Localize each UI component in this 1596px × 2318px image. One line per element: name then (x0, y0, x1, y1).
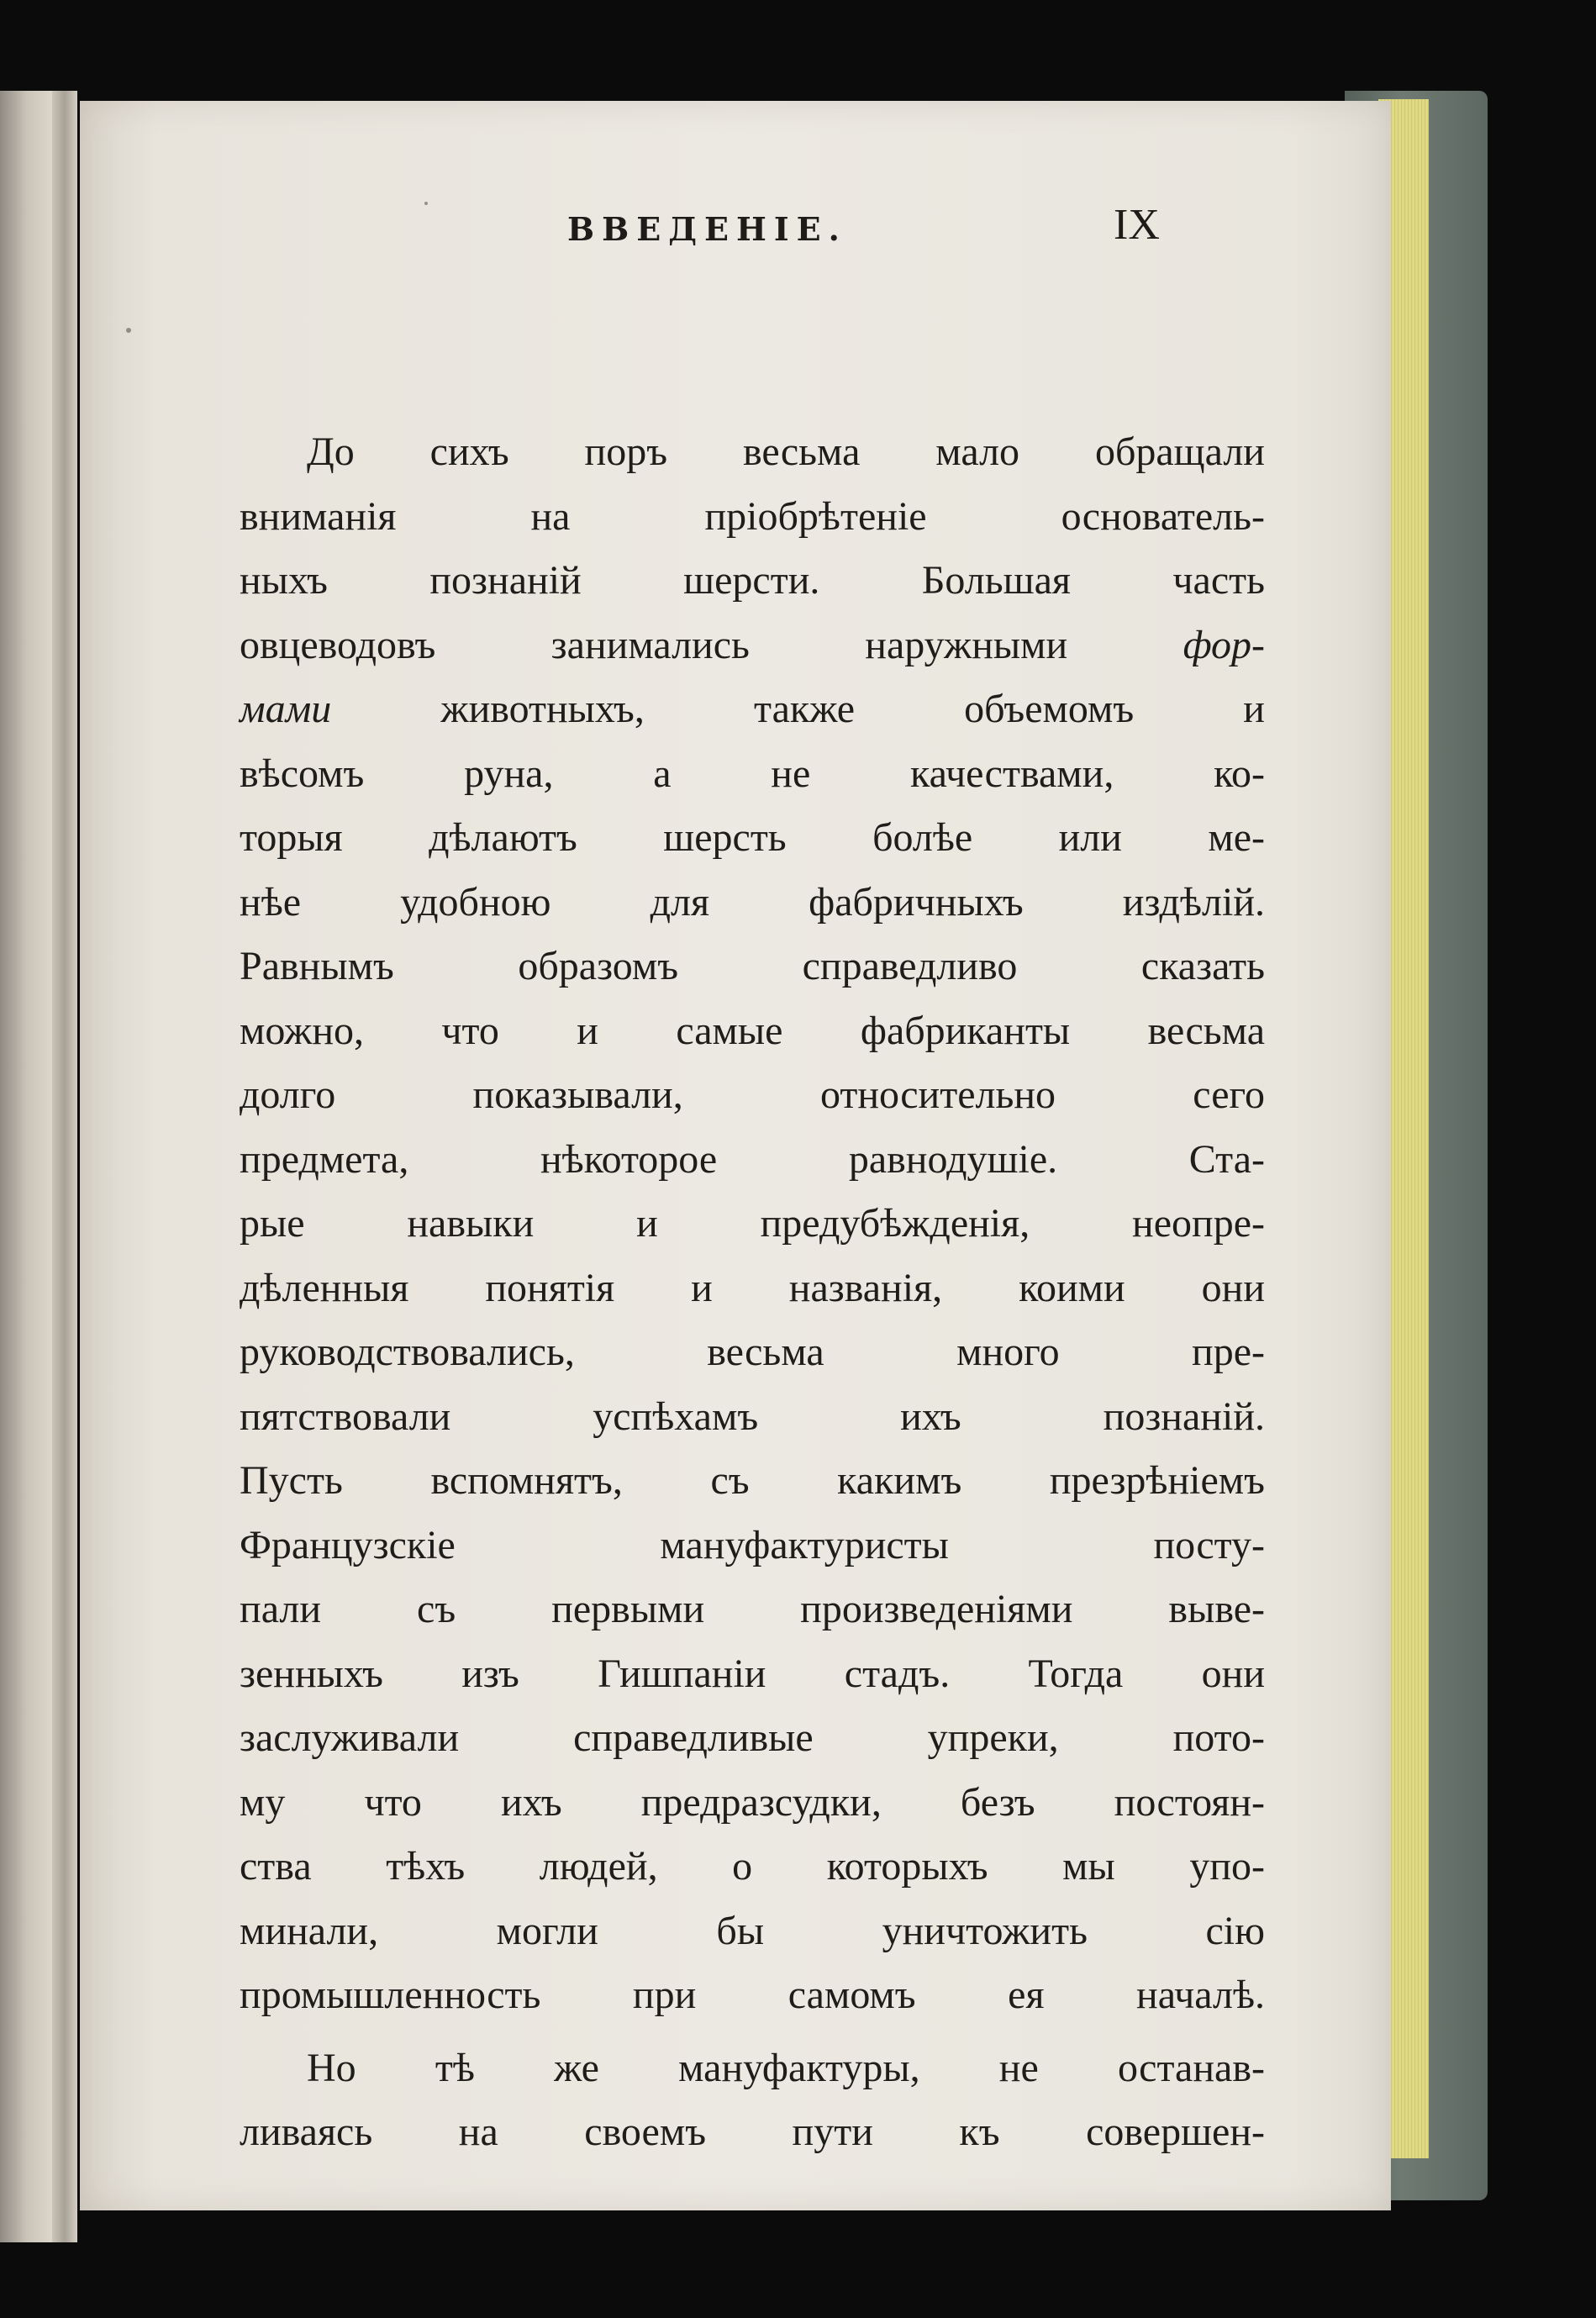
text-line: можно, что и самые фабриканты весьма (240, 1008, 1265, 1053)
italic-word: мами (240, 687, 332, 731)
text-line: ныхъ познаній шерсти. Большая часть (240, 558, 1265, 603)
text-line: заслуживали справедливые упреки, пото- (240, 1715, 1265, 1760)
text-line: руководствовались, весьма много пре- (240, 1330, 1265, 1374)
page-number: IX (1114, 201, 1160, 249)
text-line (240, 614, 1265, 678)
text-line: минали, могли бы уничтожить сію (240, 1908, 1265, 1953)
body-text (240, 420, 1265, 2165)
text-line: ливаясь на своемъ пути къ совершен- (240, 2110, 1265, 2154)
running-head: ВВЕДЕНІЕ. (567, 210, 847, 248)
text-span: овцеводовъ занимались наружными (240, 622, 1068, 667)
text-line: ства тѣхъ людей, о которыхъ мы упо- (240, 1844, 1265, 1889)
text-line: Равнымъ образомъ справедливо сказать (240, 944, 1265, 988)
text-line: рые навыки и предубѣжденія, неопре- (240, 1201, 1265, 1246)
text-line: пятствовали успѣхамъ ихъ познаній. (240, 1393, 1265, 1439)
text-line: До сихъ поръ весьма мало обращали (307, 429, 1265, 474)
text-line: Пусть вспомнятъ, съ какимъ презрѣніемъ (240, 1458, 1265, 1503)
text-line: му что ихъ предразсудки, безъ постоян- (240, 1779, 1265, 1825)
text-line: промышленность при самомъ ея началѣ. (240, 1973, 1265, 2017)
text-line: предмета, нѣкоторое равнодушіе. Ста- (240, 1136, 1265, 1182)
text-line: Но тѣ же мануфактуры, не останав- (307, 2045, 1265, 2090)
text-line: нѣе удобною для фабричныхъ издѣлій. (240, 879, 1265, 925)
book-gutter (52, 91, 77, 2242)
text-line: вниманія на пріобрѣтеніе основатель- (240, 493, 1265, 539)
text-span: животныхъ, также объемомъ и (440, 687, 1265, 731)
text-line: дѣленныя понятія и названія, коими они (240, 1265, 1265, 1310)
text-line: зенныхъ изъ Гишпаніи стадъ. Тогда они (240, 1651, 1265, 1696)
text-line: Французскіе мануфактуристы посту- (240, 1522, 1265, 1567)
text-line: вѣсомъ руна, а не качествами, ко- (240, 751, 1265, 796)
paper-speck (126, 328, 131, 333)
italic-word: фор- (1183, 622, 1266, 667)
book-page (80, 101, 1391, 2210)
text-line: торыя дѣлаютъ шерсть болѣе или ме- (240, 815, 1265, 860)
text-line (240, 677, 1265, 742)
text-line: пали съ первыми произведеніями выве- (240, 1587, 1265, 1631)
paper-speck (424, 202, 428, 205)
text-line: долго показывали, относительно сего (240, 1072, 1265, 1117)
